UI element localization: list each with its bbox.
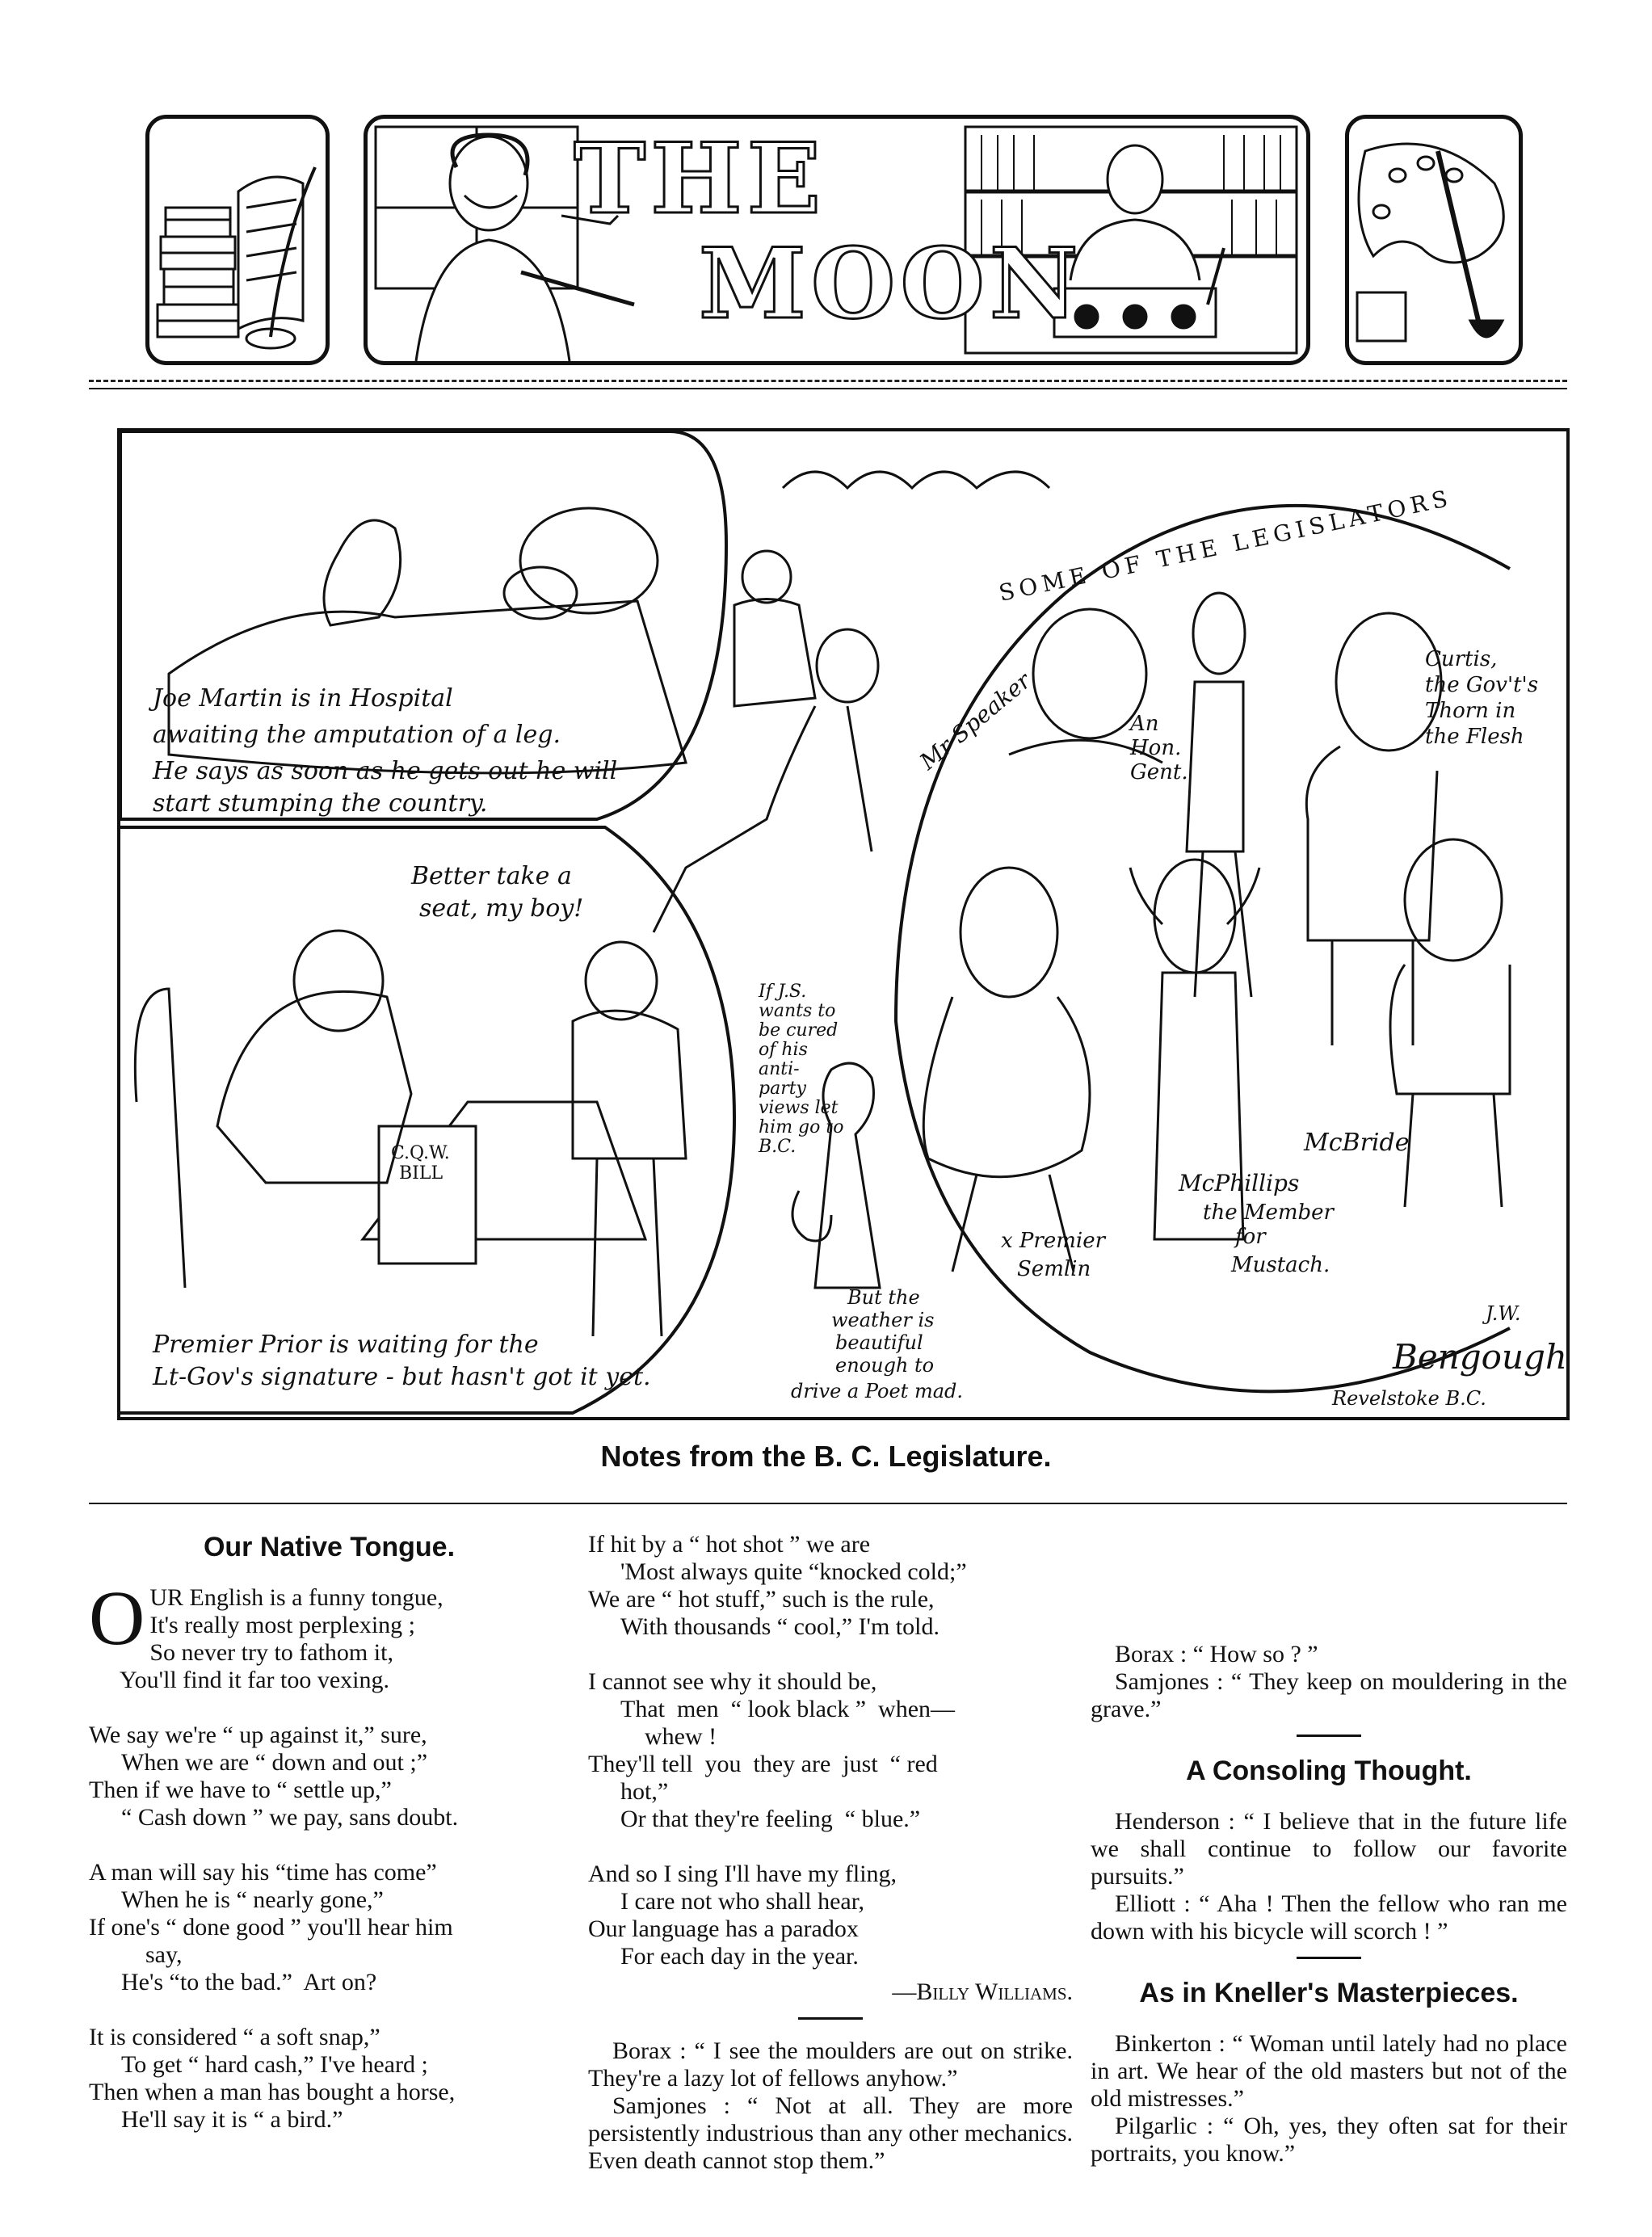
middle-note-line-3: be cured <box>759 1020 839 1041</box>
section-divider <box>1297 1957 1361 1959</box>
bed-note-line-4: start stumping the country. <box>153 789 488 818</box>
label-hon-gent-1: An <box>1130 712 1159 736</box>
poem-line: It is considered “ a soft snap,” <box>89 2024 380 2050</box>
label-curtis-2: the Gov't's <box>1425 673 1539 697</box>
bed-note-line-1: Joe Martin is in Hospital <box>153 684 453 713</box>
samjones-paragraph: Samjones : “ Not at all. They are more persistently industrious than any other mechanics. Even death cannot stop them.” <box>588 2092 1073 2174</box>
poem-line: You'll find it far too vexing. <box>120 1667 390 1693</box>
article-title-native-tongue: Our Native Tongue. <box>203 1532 456 1562</box>
poem-stanza-5 <box>588 1531 1073 1641</box>
table-note-line-2: Lt-Gov's signature - but hasn't got it yet. <box>153 1363 651 1391</box>
table-note-line-1: Premier Prior is waiting for the <box>153 1331 539 1359</box>
masthead-right-panel <box>1345 115 1523 365</box>
books-and-pen-illustration <box>149 119 326 361</box>
column-2 <box>588 1531 1073 2175</box>
poem-line: It's really most perplexing ; <box>149 1612 415 1638</box>
signature-name: Bengough <box>1393 1337 1566 1377</box>
masthead-rule-dashed <box>89 380 1567 382</box>
poem-line: And so I sing I'll have my fling, <box>588 1861 897 1887</box>
poem-stanza-1 <box>89 1575 570 1694</box>
poem-line: Then if we have to “ settle up,” <box>89 1777 392 1803</box>
poem-line: With thousands “ cool,” I'm told. <box>620 1613 939 1640</box>
poem-line: I cannot see why it should be, <box>588 1668 877 1695</box>
poem-line: So never try to fathom it, <box>149 1639 393 1666</box>
column-3 <box>1091 1531 1567 2168</box>
poem-stanza-4 <box>89 2024 570 2134</box>
poem-line: If hit by a “ hot shot ” we are <box>588 1531 871 1558</box>
poem-line: They'll tell you they are just “ red <box>588 1751 938 1777</box>
poem-line: He'll say it is “ a bird.” <box>121 2106 343 2133</box>
poem-line: When we are “ down and out ;” <box>121 1749 428 1776</box>
label-semlin-1: x Premier <box>1001 1229 1106 1253</box>
bc-legislature-cartoon <box>120 431 1566 1417</box>
poem-line: That men “ look black ” when— <box>620 1696 956 1722</box>
poem-line: “ Cash down ” we pay, sans doubt. <box>121 1804 459 1831</box>
weather-note-line-2: weather is <box>831 1309 935 1331</box>
poem-line: When he is “ nearly gone,” <box>121 1886 384 1913</box>
caption-rule <box>89 1503 1567 1504</box>
label-curtis-1: Curtis, <box>1425 647 1498 671</box>
poem-line: Or that they're feeling “ blue.” <box>620 1806 921 1832</box>
middle-note-line-1: If J.S. <box>759 982 807 1002</box>
samjones-continued-spacer <box>1091 1531 1567 1641</box>
bed-note-line-3: He says as soon as he gets out he will <box>153 757 618 785</box>
cartoon-panel <box>117 428 1570 1420</box>
pilgarlic-paragraph: Pilgarlic : “ Oh, yes, they often sat for their portraits, you know.” <box>1091 2113 1567 2167</box>
middle-note-line-7: views let <box>759 1098 839 1118</box>
signature-place: Revelstoke B.C. <box>1332 1387 1486 1410</box>
poem-stanza-3 <box>89 1859 570 1996</box>
bill-label-line-1: C.Q.W. <box>391 1143 450 1163</box>
label-mcphillips-2: the Member <box>1203 1200 1334 1225</box>
signature-initials: J.W. <box>1486 1302 1521 1325</box>
poem-line: Our language has a paradox <box>588 1915 859 1942</box>
speech-bubble-line-2: seat, my boy! <box>419 894 584 923</box>
label-mcphillips-4: Mustach. <box>1231 1253 1330 1277</box>
binkerton-paragraph: Binkerton : “ Woman until lately had no place in art. We hear of the old masters but not of the old mistresses.” <box>1091 2030 1567 2112</box>
letter-c-outline <box>896 506 1510 1392</box>
poem-line: say, <box>145 1941 183 1968</box>
poem-signature: —Billy Williams. <box>892 1978 1073 2005</box>
masthead-rule <box>89 388 1567 389</box>
article-title-kneller: As in Kneller's Masterpieces. <box>1139 1978 1519 2008</box>
legislators-arc-label: SOME OF THE LEGISLATORS <box>996 484 1455 607</box>
label-hon-gent-3: Gent. <box>1130 760 1188 784</box>
middle-note-line-9: B.C. <box>759 1137 797 1157</box>
weather-note-line-5: drive a Poet mad. <box>791 1380 963 1402</box>
drop-cap: O <box>89 1575 145 1661</box>
section-divider <box>1297 1735 1361 1737</box>
article-title-consoling-thought: A Consoling Thought. <box>1186 1756 1472 1786</box>
weather-note-line-4: enough to <box>835 1354 935 1377</box>
poem-line: 'Most always quite “knocked cold;” <box>620 1558 967 1585</box>
column-1 <box>89 1531 570 2161</box>
label-mcphillips-3: for <box>1235 1225 1266 1249</box>
palette-and-brush-illustration <box>1349 119 1519 361</box>
label-hon-gent-2: Hon. <box>1130 736 1182 760</box>
poem-line: If one's “ done good ” you'll hear him <box>89 1914 453 1941</box>
weather-note-line-1: But the <box>847 1286 920 1309</box>
borax-reply: Borax : “ How so ? ” <box>1115 1641 1318 1667</box>
poem-line: For each day in the year. <box>620 1943 859 1970</box>
label-curtis-4: the Flesh <box>1425 725 1524 749</box>
poem-line: A man will say his “time has come” <box>89 1859 437 1886</box>
poem-line: We are “ hot stuff,” such is the rule, <box>588 1586 935 1613</box>
poem-line: I care not who shall hear, <box>620 1888 865 1915</box>
elliott-paragraph: Elliott : “ Aha ! Then the fellow who ran me down with his bicycle will scorch ! ” <box>1091 1890 1567 1945</box>
poem-line: hot,” <box>620 1778 669 1805</box>
poem-stanza-7 <box>588 1861 1073 1970</box>
middle-note-line-2: wants to <box>759 1001 836 1021</box>
middle-note-line-8: him go to <box>759 1117 844 1137</box>
samjones-reply: Samjones : “ They keep on mouldering in the grave.” <box>1091 1668 1567 1722</box>
label-mcbride: McBride <box>1304 1129 1410 1157</box>
weather-note-line-3: beautiful <box>835 1331 923 1354</box>
label-curtis-3: Thorn in <box>1425 699 1516 723</box>
middle-note-line-5: anti- <box>759 1059 800 1079</box>
poem-line: Then when a man has bought a horse, <box>89 2079 456 2105</box>
poem-line: He's “to the bad.” Art on? <box>121 1969 377 1995</box>
masthead-title-top: THE <box>574 122 826 236</box>
bill-label-line-2: BILL <box>399 1163 443 1184</box>
bed-note-line-2: awaiting the amputation of a leg. <box>153 721 561 749</box>
poem-line: We say we're “ up against it,” sure, <box>89 1722 427 1748</box>
borax-paragraph: Borax : “ I see the moulders are out on strike. They're a lazy lot of fellows anyhow.” <box>588 2037 1073 2092</box>
poem-stanza-6 <box>588 1668 1073 1833</box>
poem-line: UR English is a funny tongue, <box>149 1584 443 1611</box>
masthead-title-bottom: MOON <box>699 227 1083 341</box>
poem-line: whew ! <box>645 1723 717 1750</box>
label-speaker: Mr Speaker <box>914 666 1036 776</box>
poem-stanza-2 <box>89 1722 570 1831</box>
middle-note-line-4: of his <box>759 1040 808 1060</box>
section-divider <box>798 2017 863 2020</box>
masthead-main-panel <box>364 115 1310 365</box>
henderson-paragraph: Henderson : “ I believe that in the future life we shall continue to follow our favorite pursuits.” <box>1091 1808 1567 1890</box>
masthead-left-panel <box>145 115 330 365</box>
middle-note-line-6: party <box>759 1079 806 1099</box>
label-semlin-2: Semlin <box>1017 1257 1091 1281</box>
label-mcphillips-1: McPhillips <box>1179 1170 1300 1196</box>
speech-bubble-line-1: Better take a <box>411 862 572 890</box>
poem-line: To get “ hard cash,” I've heard ; <box>121 2051 428 2078</box>
cartoon-caption: Notes from the B. C. Legislature. <box>600 1440 1052 1473</box>
